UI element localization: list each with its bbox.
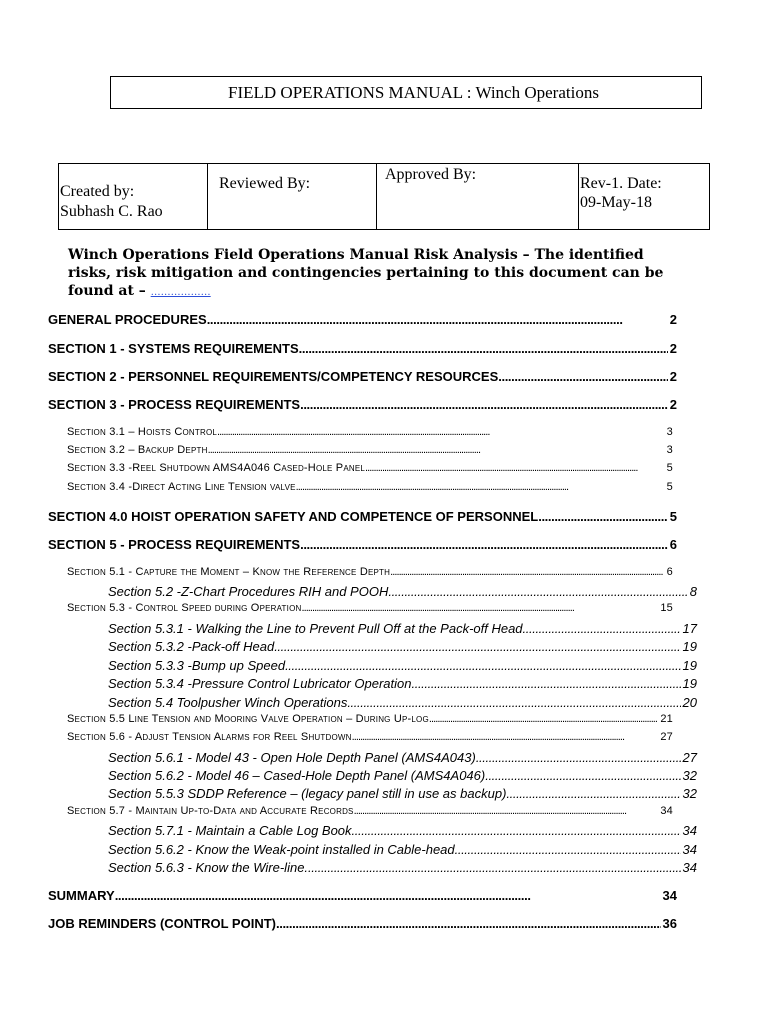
toc-entry[interactable] (108, 584, 697, 599)
toc-entry-title: SECTION 5 - PROCESS REQUIREMENTS (48, 537, 301, 552)
toc-entry-title: Section 5.1 - Capture the Moment – Know the Reference Depth (67, 566, 391, 578)
toc-leader-dots (285, 658, 680, 673)
toc-entry[interactable] (108, 621, 697, 636)
revision-date: 09-May-18 (580, 194, 652, 211)
toc-entry-page: 27 (682, 750, 697, 765)
toc-entry-title: SECTION 1 - SYSTEMS REQUIREMENTS (48, 341, 299, 356)
toc-leader-dots (523, 621, 681, 636)
toc-entry[interactable] (67, 602, 673, 614)
toc-entry[interactable] (48, 888, 677, 903)
created-by-cell (59, 164, 208, 230)
toc-leader-dots (217, 426, 665, 438)
toc-leader-dots (308, 860, 680, 875)
toc-entry-title: Section 5.2 -Z-Chart Procedures RIH and POOH (108, 584, 389, 599)
toc-entry-page: 2 (669, 369, 677, 384)
toc-leader-dots (276, 916, 661, 931)
toc-entry-title: Section 5.6.1 - Model 43 - Open Hole Depth Panel (AMS4A043) (108, 750, 476, 765)
toc-entry-page: 34 (662, 888, 677, 903)
toc-entry[interactable] (108, 842, 697, 857)
manual-title-box (110, 76, 702, 109)
toc-entry-title: Section 3.2 – Backup Depth (67, 444, 208, 456)
toc-entry-page: 32 (682, 786, 697, 801)
toc-leader-dots (299, 341, 668, 356)
toc-entry-page: 19 (682, 658, 697, 673)
toc-leader-dots (274, 639, 680, 654)
toc-leader-dots (506, 786, 680, 801)
toc-leader-dots (412, 676, 681, 691)
toc-entry-title: Section 5.5.3 SDDP Reference – (legacy panel still in use as backup) (108, 786, 507, 801)
toc-entry[interactable] (108, 676, 697, 691)
risk-analysis-link[interactable]: ……………… (150, 287, 211, 298)
toc-entry-title: Section 5.4 Toolpusher Winch Operations (108, 695, 348, 710)
toc-entry[interactable] (67, 462, 673, 474)
toc-entry-page: 15 (660, 602, 673, 614)
toc-entry-page: 27 (660, 731, 673, 743)
toc-entry-title: Section 5.3 - Control Speed during Operation (67, 602, 302, 614)
toc-entry[interactable] (48, 537, 677, 552)
toc-entry-page: 3 (666, 426, 673, 438)
toc-leader-dots (429, 713, 658, 725)
toc-leader-dots (538, 509, 668, 524)
toc-leader-dots (115, 888, 661, 903)
toc-entry-title: GENERAL PROCEDURES (48, 312, 207, 327)
toc-leader-dots (347, 695, 680, 710)
toc-entry-title: Section 3.3 -Reel Shutdown AMS4A046 Cased-Hole Panel (67, 462, 366, 474)
toc-entry-title: SECTION 3 - PROCESS REQUIREMENTS (48, 397, 301, 412)
toc-entry[interactable] (108, 658, 697, 673)
reviewed-by-label: Reviewed By: (219, 175, 311, 192)
toc-leader-dots (352, 823, 681, 838)
toc-entry-page: 5 (669, 509, 677, 524)
risk-analysis-note (68, 246, 708, 302)
toc-entry[interactable] (67, 481, 673, 493)
toc-entry-title: SECTION 4.0 HOIST OPERATION SAFETY AND COMPETENCE OF PERSONNEL (48, 509, 539, 524)
toc-entry-title: Section 5.7 - Maintain Up-to-Data and Accurate Records (67, 805, 354, 817)
toc-entry-title: Section 5.6.2 - Model 46 – Cased-Hole Depth Panel (AMS4A046) (108, 768, 486, 783)
toc-entry-title: Section 5.3.1 - Walking the Line to Prevent Pull Off at the Pack-off Head (108, 621, 523, 636)
signoff-table (58, 163, 710, 230)
toc-entry-page: 21 (660, 713, 673, 725)
toc-entry[interactable] (67, 805, 673, 817)
toc-leader-dots (388, 584, 687, 599)
toc-entry-title: Section 5.3.4 -Pressure Control Lubricator Operation (108, 676, 412, 691)
approved-by-cell (377, 164, 579, 230)
toc-entry-page: 19 (682, 676, 697, 691)
reviewed-by-cell (208, 164, 377, 230)
toc-entry-page: 34 (660, 805, 673, 817)
toc-entry[interactable] (67, 566, 673, 578)
manual-title: FIELD OPERATIONS MANUAL : Winch Operations (228, 83, 599, 102)
toc-entry-page: 36 (662, 916, 677, 931)
toc-leader-dots (354, 805, 659, 817)
toc-entry-page: 5 (666, 481, 673, 493)
toc-entry[interactable] (67, 426, 673, 438)
toc-leader-dots (390, 566, 665, 578)
toc-entry-page: 19 (682, 639, 697, 654)
toc-leader-dots (300, 397, 668, 412)
toc-entry-title: Section 3.1 – Hoists Control (67, 426, 218, 438)
toc-entry-page: 32 (682, 768, 697, 783)
toc-entry-page: 34 (682, 860, 697, 875)
toc-entry-page: 3 (666, 444, 673, 456)
toc-entry-title: Section 3.4 -Direct Acting Line Tension valve (67, 481, 296, 493)
toc-leader-dots (208, 444, 665, 456)
toc-entry[interactable] (108, 750, 697, 765)
toc-leader-dots (207, 312, 668, 327)
toc-entry[interactable] (48, 916, 677, 931)
toc-entry[interactable] (108, 823, 697, 838)
toc-leader-dots (296, 481, 665, 493)
toc-entry-title: SUMMARY (48, 888, 115, 903)
toc-entry-page: 6 (666, 566, 673, 578)
risk-line-2: risks, risk mitigation and contingencies pertaining to this document can be (68, 265, 664, 281)
toc-entry-page: 34 (682, 842, 697, 857)
toc-entry[interactable] (67, 731, 673, 743)
toc-leader-dots (476, 750, 681, 765)
toc-leader-dots (301, 602, 658, 614)
toc-entry[interactable] (108, 639, 697, 654)
toc-entry[interactable] (48, 312, 677, 327)
toc-entry[interactable] (48, 397, 677, 412)
toc-entry[interactable] (67, 713, 673, 725)
toc-entry-page: 2 (669, 312, 677, 327)
toc-entry-page: 20 (682, 695, 697, 710)
approved-by-label: Approved By: (385, 166, 477, 183)
risk-line-3: found at – (68, 283, 146, 299)
toc-entry[interactable] (108, 768, 697, 783)
toc-leader-dots (365, 462, 665, 474)
toc-entry[interactable] (48, 509, 677, 524)
risk-line-1: Winch Operations Field Operations Manual Risk Analysis – The identified (68, 247, 644, 263)
toc-entry-page: 17 (682, 621, 697, 636)
revision-label: Rev-1. Date: (580, 175, 662, 192)
toc-entry-title: Section 5.6 - Adjust Tension Alarms for Reel Shutdown (67, 731, 352, 743)
toc-entry[interactable] (108, 695, 697, 710)
toc-entry-page: 5 (666, 462, 673, 474)
toc-entry-title: Section 5.6.3 - Know the Wire-line. (108, 860, 309, 875)
toc-entry-page: 34 (682, 823, 697, 838)
toc-entry-page: 2 (669, 397, 677, 412)
toc-entry[interactable] (108, 860, 697, 875)
created-by-label: Created by: (60, 183, 135, 200)
toc-leader-dots (455, 842, 681, 857)
toc-leader-dots (300, 537, 668, 552)
toc-entry[interactable] (108, 786, 697, 801)
toc-entry-title: Section 5.6.2 - Know the Weak-point installed in Cable-head (108, 842, 455, 857)
toc-entry-title: JOB REMINDERS (CONTROL POINT) (48, 916, 276, 931)
toc-entry[interactable] (48, 369, 677, 384)
created-by-name: Subhash C. Rao (60, 203, 163, 220)
revision-cell (579, 164, 710, 230)
toc-entry-title: SECTION 2 - PERSONNEL REQUIREMENTS/COMPETENCY RESOURCES (48, 369, 499, 384)
toc-leader-dots (352, 731, 659, 743)
toc-entry[interactable] (48, 341, 677, 356)
toc-leader-dots (485, 768, 680, 783)
toc-entry-page: 6 (669, 537, 677, 552)
toc-entry-title: Section 5.3.2 -Pack-off Head (108, 639, 275, 654)
toc-entry-title: Section 5.7.1 - Maintain a Cable Log Book (108, 823, 352, 838)
toc-entry[interactable] (67, 444, 673, 456)
toc-entry-page: 8 (689, 584, 697, 599)
toc-entry-page: 2 (669, 341, 677, 356)
toc-entry-title: Section 5.3.3 -Bump up Speed (108, 658, 286, 673)
toc-entry-title: Section 5.5 Line Tension and Mooring Valve Operation – During Up-log (67, 713, 429, 725)
toc-leader-dots (498, 369, 668, 384)
